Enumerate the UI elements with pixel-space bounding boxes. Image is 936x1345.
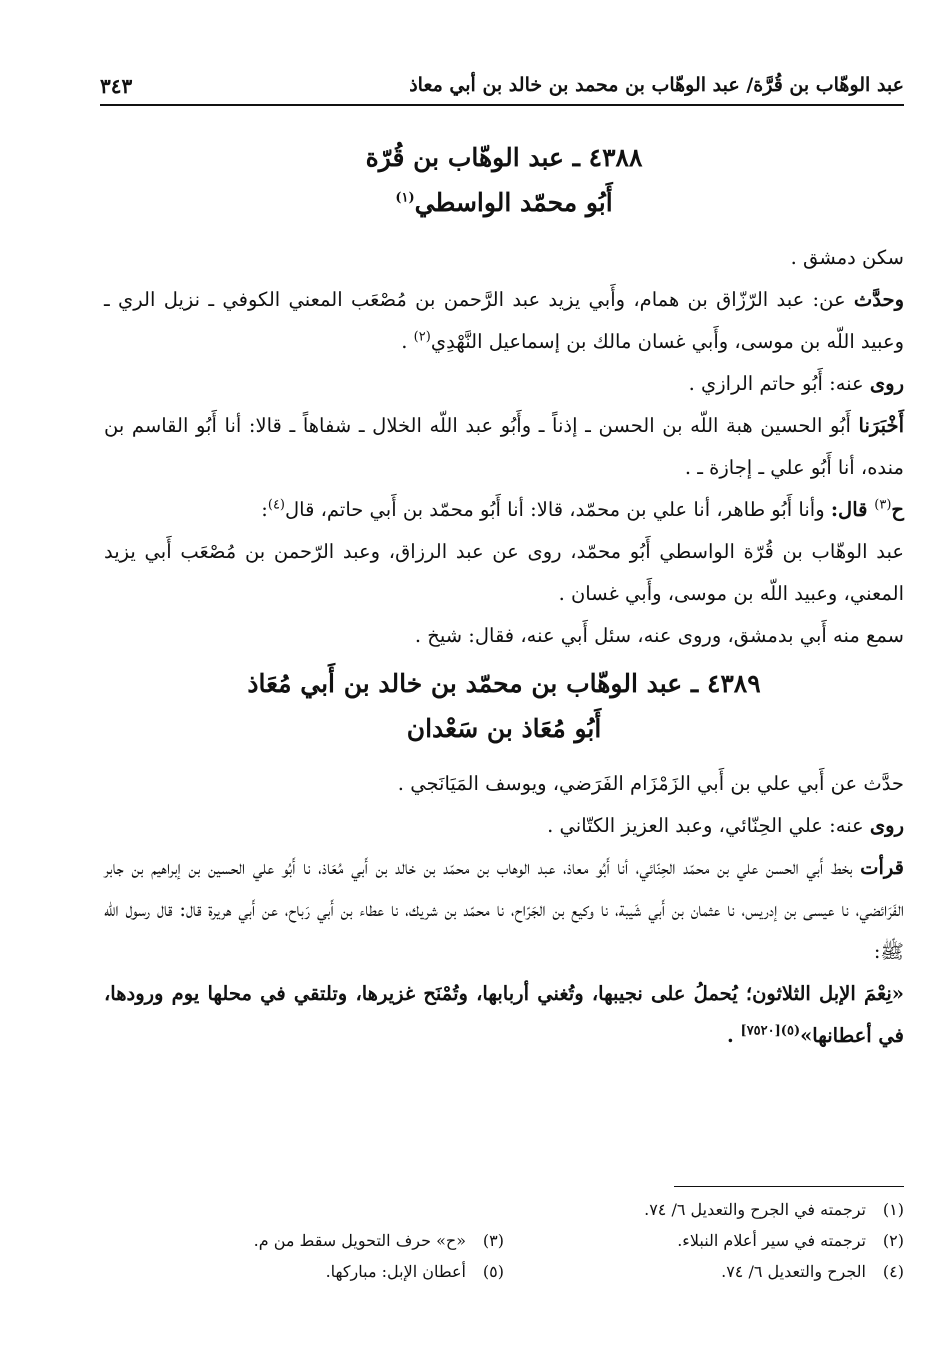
- teachers-end: .: [401, 330, 414, 353]
- footnote-row: [104, 1225, 904, 1256]
- isnad-text: أَبُو الحسين هبة اللّه بن الحسن ـ إذناً ـ وأَبُو عبد اللّه الخلال ـ شفاهاً ـ قالا: أنا أَبُو القاسم بن منده، أنا أَبُو علي ـ إجازة ـ .: [104, 414, 904, 479]
- keyword-akhbarana: أَخْبَرَنا: [858, 414, 904, 437]
- footnote-ref-5: (٥)[٧٥٢٠]: [740, 1023, 801, 1039]
- entry-4388-isnad: [104, 405, 904, 489]
- footnote-5: (٥)أعطان الإبل: مباركها.: [325, 1262, 504, 1281]
- footnotes: [104, 1194, 904, 1287]
- footnote-ref-4: (٤): [267, 497, 285, 513]
- isnad-text-2: بخط أَبي الحسن علي بن محمّد الحِنّائي، أنا أَبُو معاذ، عبد الوهاب بن محمّد بن خالد بن أَبي مُعَاذ، نا أَبُو علي الحسين بن إبراهيم بن جابر الفَرَائضي، نا عيسى بن إدريس، نا عثمان بن أَبي شَيبة، نا وكيع بن الجَرّاح، نا محمّد بن شريك، نا عطاء بن أَبي رَباح، عن أَبي هريرة قال: قال رسول الله ﷺ:: [104, 856, 904, 963]
- footnote-1: (١)ترجمته في الجرح والتعديل ٦/ ٧٤.: [644, 1200, 904, 1219]
- tahwil-end: :: [261, 498, 268, 521]
- page-header: [100, 74, 904, 106]
- keyword-rawa: روى: [869, 372, 904, 395]
- footnote-3: (٣)«ح» حرف التحويل سقط من م.: [253, 1231, 504, 1250]
- page-number: ٣٤٣: [100, 74, 133, 98]
- entry-4388-students: [104, 363, 904, 405]
- keyword-rawa-2: روى: [869, 814, 904, 837]
- entry-4389-students: [104, 805, 904, 847]
- tahwil-text: وأنا أَبُو طاهر، أنا علي بن محمّد، قالا: أنا أَبُو محمّد بن أَبي حاتم، قال: [285, 498, 831, 521]
- teachers-text: عن: عبد الرّزّاق بن همام، وأَبي يزيد عبد الرَّحمن بن مُصْعَب المعني الكوفي ـ نزيل الري ـ وعبيد اللّه بن موسى، وأَبي غسان مالك بن إسماعيل النَّهْدِي: [104, 288, 904, 353]
- entry-4388-quote: عبد الوهّاب بن قُرّة الواسطي أَبُو محمّد، روى عن عبد الرزاق، وعبد الرّحمن بن مُصْعَب أَبي يزيد المعني، وعبيد اللّه بن موسى، وأَبي غسان .: [104, 540, 904, 605]
- hadith-body: «نِعْمَ الإبل الثلاثون؛ يُحملُ على نجيبها، وتُغني أربابها، وتُمْنَح غزيرها، وتلتقي في محلها يوم ورودها، في أعطانها»: [104, 982, 904, 1047]
- entry-4388-kunya-text: أَبُو محمّد الواسطي: [414, 188, 613, 217]
- footnote-2: (٢)ترجمته في سير أعلام النبلاء.: [677, 1231, 904, 1250]
- entry-4388-residence: سكن دمشق .: [790, 246, 904, 269]
- entry-4388-teachers: [104, 279, 904, 363]
- entry-4389-isnad: [104, 847, 904, 973]
- entry-4388-kunya: [104, 180, 904, 225]
- footnote-ref-1: (١): [395, 190, 415, 206]
- page-body: [104, 135, 904, 1057]
- footnote-4: (٤)الجرح والتعديل ٦/ ٧٤.: [721, 1262, 904, 1281]
- running-title: عبد الوهّاب بن قُرَّة/ عبد الوهّاب بن محمد بن خالد بن أبي معاذ: [409, 74, 904, 96]
- entry-4388-tahwil: [104, 489, 904, 531]
- hadith-end: .: [726, 1024, 741, 1047]
- keyword-qaratu: قرأت: [860, 856, 904, 879]
- students-text-2: عنه: علي الحِنّائي، وعبد العزيز الكتّاني .: [547, 814, 870, 837]
- footnote-row: [104, 1256, 904, 1287]
- keyword-haddatha: وحدَّث: [853, 288, 904, 311]
- footnote-separator: [674, 1186, 904, 1187]
- hadith-text: [104, 973, 904, 1057]
- entry-4389-teachers: حدَّث عن أَبي علي بن أَبي الزَمْزَام الفَرَضي، ويوسف المَيَانَجي .: [397, 772, 904, 795]
- footnote-ref-2: (٢): [413, 329, 431, 345]
- footnote-row: [104, 1194, 904, 1225]
- entry-4388-title: ٤٣٨٨ ـ عبد الوهّاب بن قُرّة: [365, 143, 643, 172]
- keyword-ha: ح: [891, 498, 904, 521]
- entry-4389-title: ٤٣٨٩ ـ عبد الوهّاب بن محمّد بن خالد بن أَبي مُعَاذ: [247, 669, 761, 698]
- students-text: عنه: أَبُو حاتم الرازي .: [688, 372, 870, 395]
- footnote-ref-3: (٣): [874, 497, 892, 513]
- entry-4388-verdict: سمع منه أَبي بدمشق، وروى عنه، سئل أَبي عنه، فقال: شيخ .: [414, 624, 904, 647]
- entry-4389-kunya: أَبُو مُعَاذ بن سَعْدان: [406, 714, 602, 743]
- keyword-qala: قال:: [830, 498, 875, 521]
